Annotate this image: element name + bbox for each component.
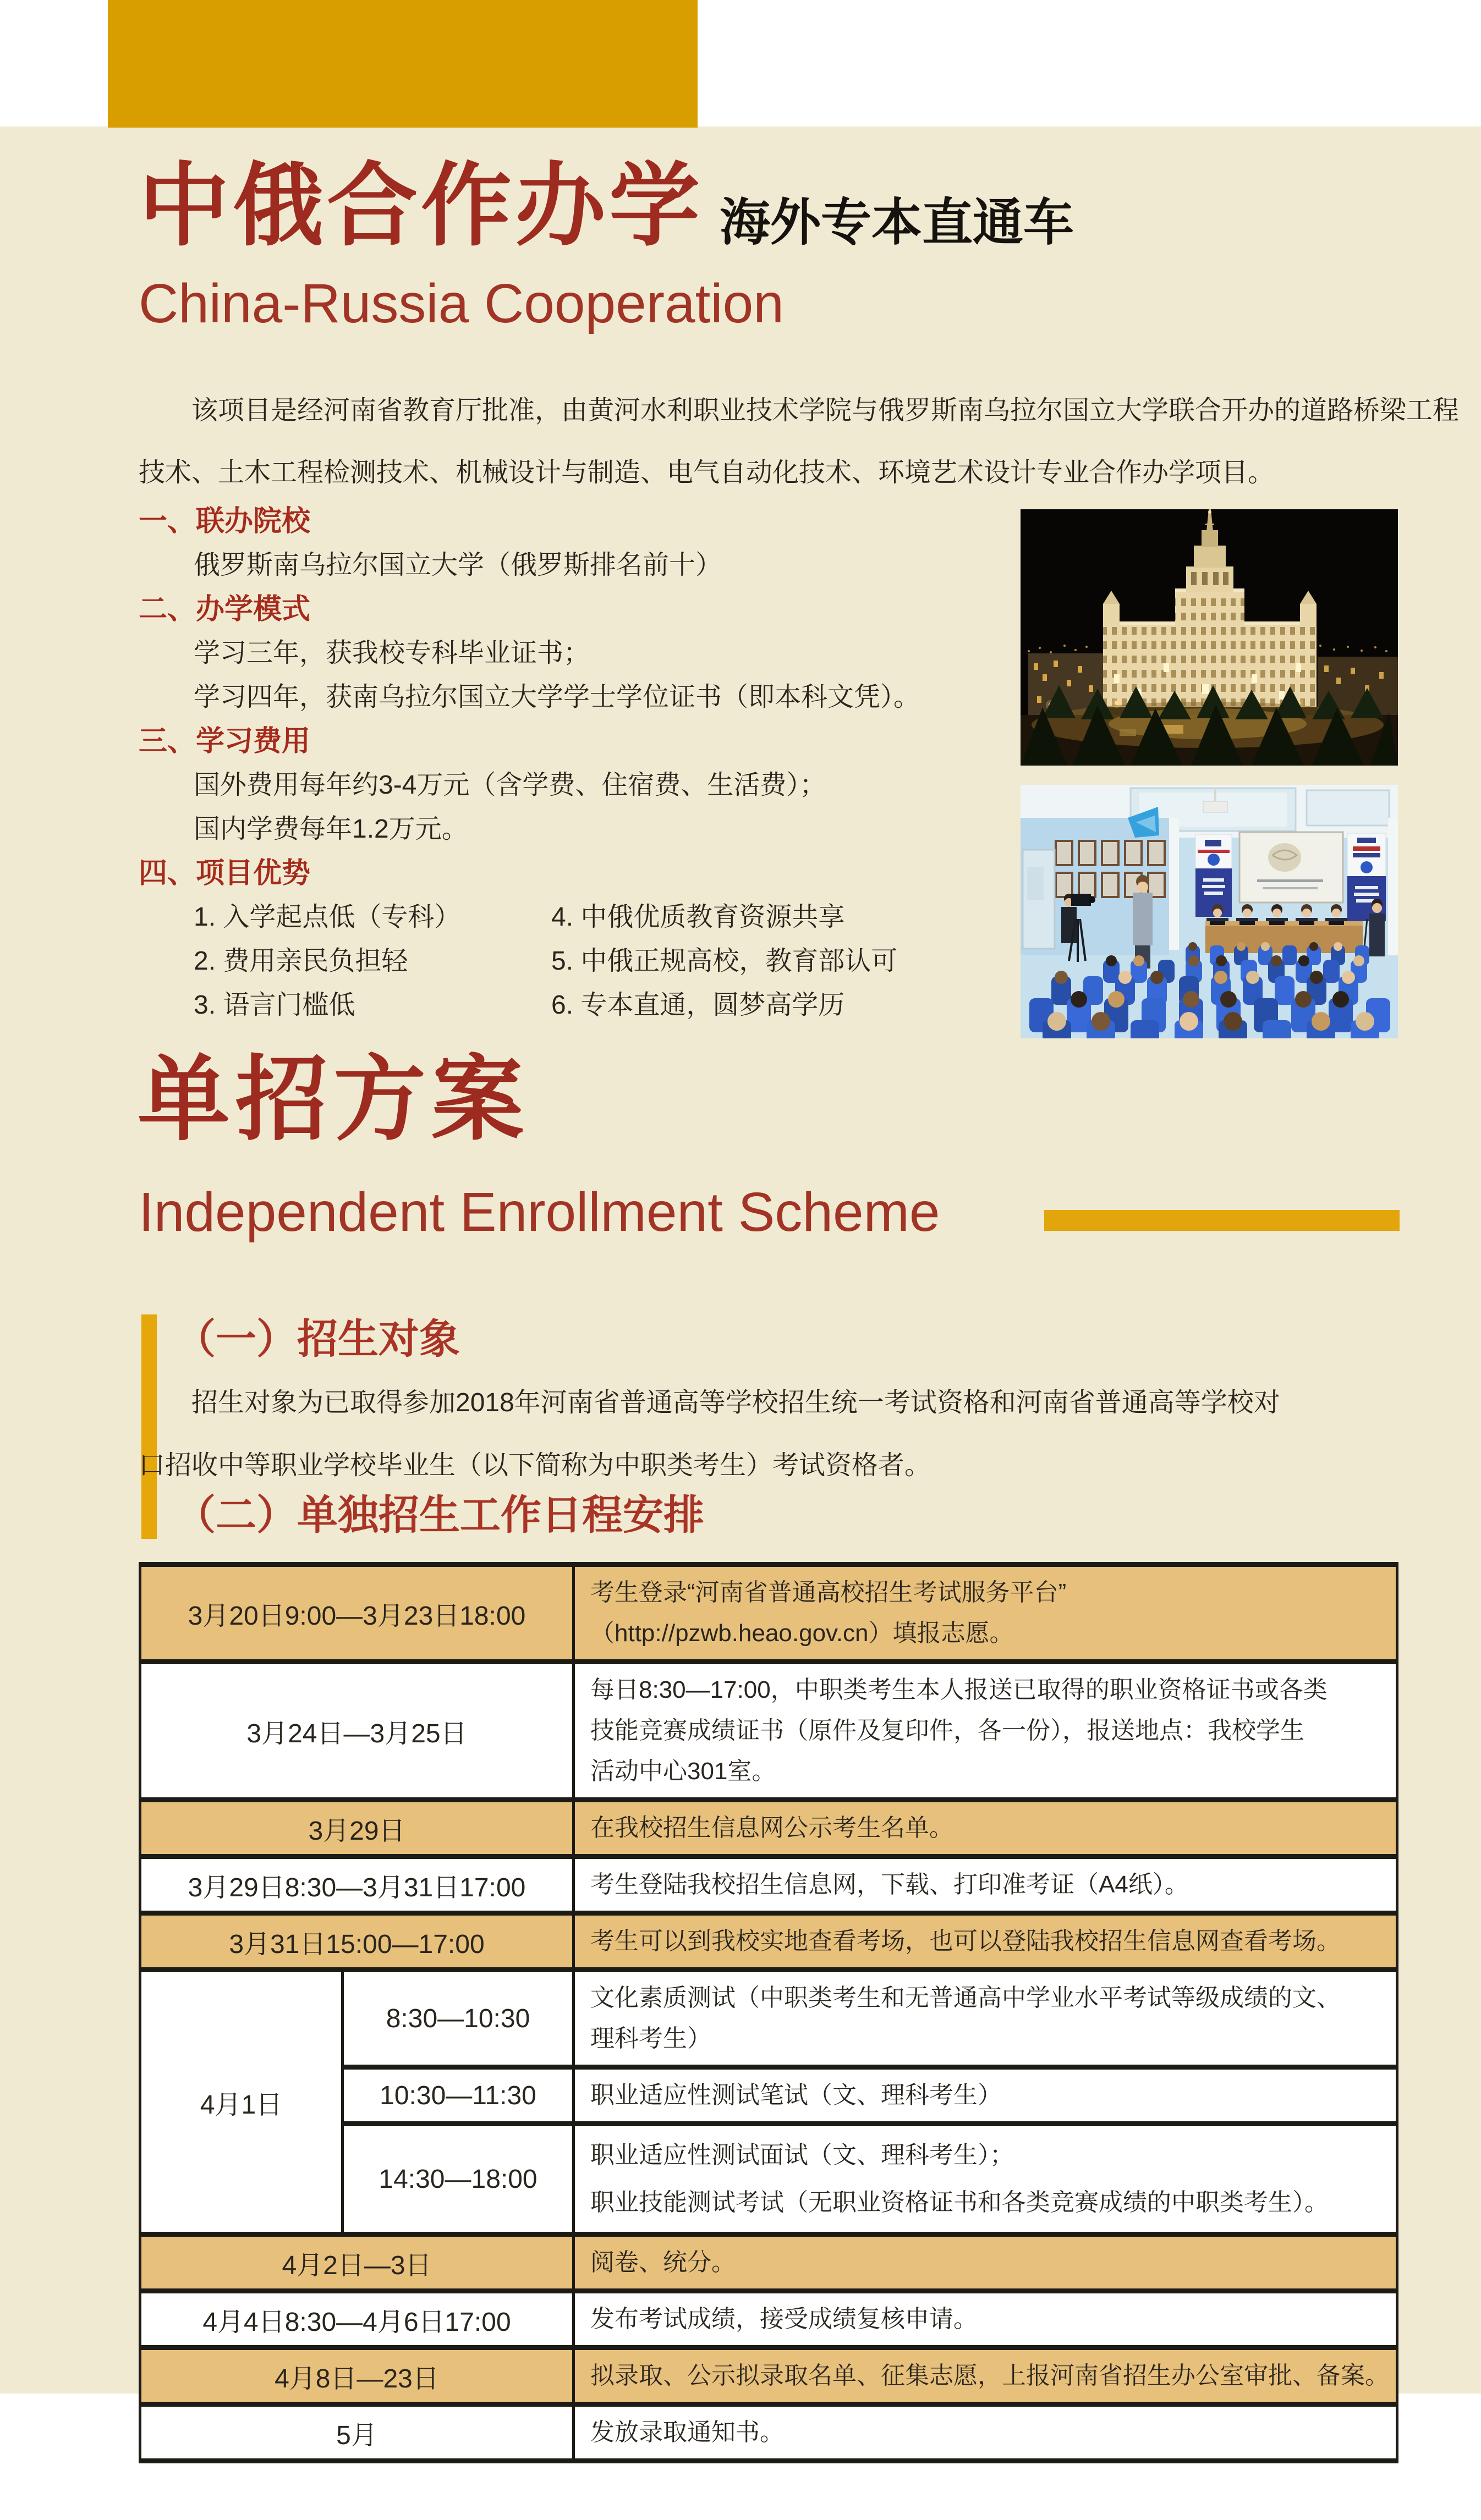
schedule-text-cell — [574, 2235, 1397, 2291]
scheme-title-en: Independent Enrollment Scheme — [139, 1181, 940, 1243]
table-row — [140, 1800, 1397, 1857]
schedule-text-line: 在我校招生信息网公示考生名单。 — [590, 1814, 953, 1841]
schedule-text-cell — [574, 2124, 1397, 2235]
info-section-heading: 一、联办院校 — [139, 505, 311, 537]
schedule-date-cell: 4月4日8:30—4月6日17:00 — [140, 2291, 574, 2348]
table-row — [140, 2291, 1397, 2348]
page-title-cn: 中俄合作办学 — [139, 155, 703, 256]
gold-header-block — [108, 0, 698, 128]
advantage-item: 4. 中俄优质教育资源共享 — [551, 903, 845, 932]
schedule-text-line: 技能竞赛成绩证书（原件及复印件，各一份），报送地点：我校学生 — [590, 1717, 1304, 1744]
schedule-date-cell: 4月1日 — [140, 1970, 343, 2235]
intro-line: 该项目是经河南省教育厅批准，由黄河水利职业技术学院与俄罗斯南乌拉尔国立大学联合开办的道路桥梁工程 — [191, 396, 1460, 425]
schedule-text-cell — [574, 1662, 1397, 1800]
schedule-text-line: 职业适应性测试面试（文、理科考生）； — [590, 2142, 1014, 2169]
schedule-text-line: 考生登陆我校招生信息网，下载、打印准考证（A4纸）。 — [590, 1871, 1189, 1898]
schedule-time-cell: 8:30—10:30 — [343, 1970, 574, 2067]
schedule-date-cell: 3月20日9:00—3月23日18:00 — [140, 1565, 574, 1662]
university-night-illustration — [1021, 509, 1398, 766]
schedule-text-cell — [574, 1913, 1397, 1970]
info-sections — [139, 499, 1008, 1027]
enrollment-target-paragraph — [139, 1372, 1409, 1497]
schedule-text-line: 拟录取、公示拟录取名单、征集志愿，上报河南省招生办公室审批、备案。 — [590, 2362, 1389, 2389]
page-title-row — [139, 155, 1074, 256]
table-row — [140, 2348, 1397, 2405]
advantage-item: 6. 专本直通，圆梦高学历 — [551, 991, 845, 1020]
enrollment-target-line: 口招收中等职业学校毕业生（以下简称为中职类考生）考试资格者。 — [139, 1451, 931, 1480]
advantage-row — [139, 939, 1008, 983]
gold-underline-bar — [1044, 1210, 1400, 1231]
schedule-text-line: 发布考试成绩，接受成绩复核申请。 — [590, 2306, 978, 2332]
advantage-item: 2. 费用亲民负担轻 — [194, 947, 408, 976]
schedule-date-cell: 3月29日8:30—3月31日17:00 — [140, 1857, 574, 1913]
schedule-text-cell — [574, 1970, 1397, 2067]
schedule-text-line: 阅卷、统分。 — [590, 2249, 736, 2276]
info-section-line: 学习三年，获我校专科毕业证书； — [194, 639, 590, 668]
table-row — [140, 1970, 1397, 2067]
schedule-text-cell — [574, 1800, 1397, 1857]
schedule-text-line: 活动中心301室。 — [590, 1758, 776, 1785]
schedule-date-cell: 3月31日15:00—17:00 — [140, 1913, 574, 1970]
table-row — [140, 1857, 1397, 1913]
advantage-item: 3. 语言门槛低 — [194, 991, 355, 1020]
page-subtitle-cn: 海外专本直通车 — [720, 195, 1074, 251]
schedule-date-cell: 4月8日—23日 — [140, 2348, 574, 2405]
enrollment-target-line: 招生对象为已取得参加2018年河南省普通高等学校招生统一考试资格和河南省普通高等学校对 — [191, 1388, 1280, 1417]
info-section-line: 国外费用每年约3-4万元（含学费、住宿费、生活费）； — [194, 771, 826, 800]
intro-paragraph — [139, 379, 1460, 504]
schedule-text-line: 考生登录“河南省普通高校招生考试服务平台” — [590, 1579, 1067, 1606]
info-section-heading: 三、学习费用 — [139, 725, 311, 757]
schedule-text-line: 每日8:30—17:00，中职类考生本人报送已取得的职业资格证书或各类 — [590, 1676, 1328, 1703]
schedule-time-cell: 10:30—11:30 — [343, 2067, 574, 2124]
conference-hall-photo — [1021, 785, 1398, 1038]
schedule-text-cell — [574, 2405, 1397, 2461]
section-heading-schedule: （二）单独招生工作日程安排 — [175, 1492, 704, 1538]
info-section-line: 国内学费每年1.2万元。 — [194, 815, 468, 844]
info-section-line: 俄罗斯南乌拉尔国立大学（俄罗斯排名前十） — [194, 551, 722, 580]
advantage-row — [139, 983, 1008, 1027]
schedule-text-line: 理科考生） — [590, 2025, 711, 2052]
schedule-text-cell — [574, 1565, 1397, 1662]
info-section-heading: 四、项目优势 — [139, 857, 311, 889]
scheme-title-cn: 单招方案 — [138, 1048, 529, 1151]
table-row — [140, 2405, 1397, 2461]
section-heading-enrollment-target: （一）招生对象 — [175, 1316, 460, 1362]
university-night-photo — [1021, 509, 1398, 766]
schedule-text-line: 发放录取通知书。 — [590, 2419, 784, 2446]
schedule-date-cell: 3月29日 — [140, 1800, 574, 1857]
schedule-table — [139, 1562, 1398, 2463]
schedule-date-cell: 4月2日—3日 — [140, 2235, 574, 2291]
schedule-text-cell — [574, 2348, 1397, 2405]
table-row — [140, 1565, 1397, 1662]
schedule-text-line: 文化素质测试（中职类考生和无普通高中学业水平考试等级成绩的文、 — [590, 1984, 1341, 2011]
page-title-en: China-Russia Cooperation — [139, 273, 784, 334]
intro-line: 技术、土木工程检测技术、机械设计与制造、电气自动化技术、环境艺术设计专业合作办学项目。 — [139, 458, 1275, 487]
schedule-text-line: （http://pzwb.heao.gov.cn）填报志愿。 — [590, 1620, 1014, 1647]
table-row — [140, 2235, 1397, 2291]
schedule-date-cell: 3月24日—3月25日 — [140, 1662, 574, 1800]
table-row — [140, 1913, 1397, 1970]
schedule-text-line: 职业技能测试考试（无职业资格证书和各类竞赛成绩的中职类考生）。 — [590, 2189, 1329, 2216]
info-section-heading: 二、办学模式 — [139, 593, 311, 625]
schedule-date-cell: 5月 — [140, 2405, 574, 2461]
advantage-item: 1. 入学起点低（专科） — [194, 903, 461, 932]
schedule-text-cell — [574, 2291, 1397, 2348]
schedule-time-cell: 14:30—18:00 — [343, 2124, 574, 2235]
advantage-item: 5. 中俄正规高校，教育部认可 — [551, 947, 898, 976]
info-section-line: 学习四年，获南乌拉尔国立大学学士学位证书（即本科文凭）。 — [194, 683, 920, 712]
schedule-text-cell — [574, 2067, 1397, 2124]
schedule-text-cell — [574, 1857, 1397, 1913]
advantage-row — [139, 895, 1008, 939]
schedule-text-line: 考生可以到我校实地查看考场，也可以登陆我校招生信息网查看考场。 — [590, 1928, 1341, 1955]
conference-hall-illustration — [1021, 785, 1398, 1038]
table-row — [140, 1662, 1397, 1800]
schedule-text-line: 职业适应性测试笔试（文、理科考生） — [590, 2082, 1002, 2109]
